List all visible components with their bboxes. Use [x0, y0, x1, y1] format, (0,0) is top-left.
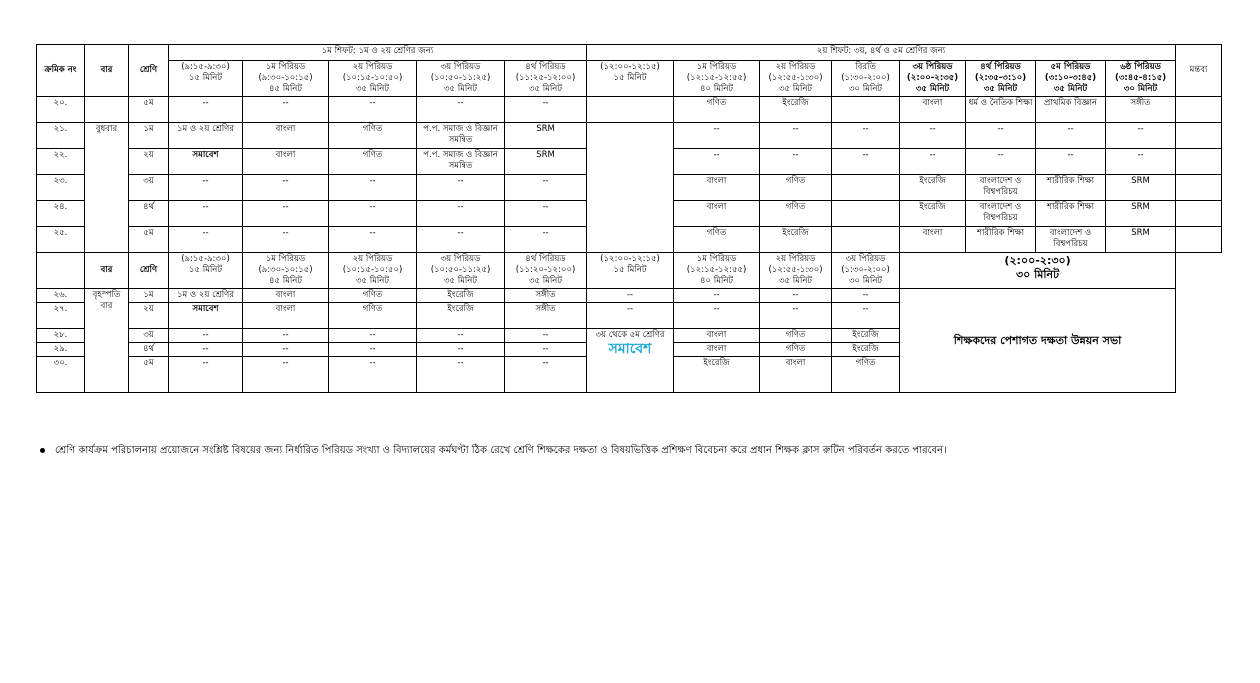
period-header: ৬ষ্ঠ পিরিয়ড (৩:৪৫-৪:১৫) ৩০ মিনিট	[1106, 61, 1176, 97]
assembly-label: সমাবেশ	[169, 303, 243, 329]
table-row: ২৭. ২য় সমাবেশ বাংলা গণিত ইংরেজি সঙ্গীত -- -- -- --	[37, 303, 1222, 329]
period-header: ১ম পিরিয়ড (৯:৩০-১০:১৫) ৪৫ মিনিট	[243, 61, 329, 97]
period-header: ৩য় পিরিয়ড (১০:৫০-১১:২৫) ৩৫ মিনিট	[417, 253, 505, 289]
period-header: ৪র্থ পিরিয়ড (১১:২৫-১২:০০) ৩৫ মিনিট	[505, 61, 587, 97]
day-cell-thursday: বৃহস্পতি বার	[85, 289, 129, 393]
table-row: ২৬. বৃহস্পতি বার ১ম ১ম ও ২য় শ্রেণির বাংলা গণিত ইংরেজি সঙ্গীত -- -- -- -- শিক্ষকদের পেশাগত দক্ষতা উন্নয়ন সভা	[37, 289, 1222, 303]
table-row: ২১. বুধবার ১ম ১ম ও ২য় শ্রেণির বাংলা গণিত প.প. সমাজ ও বিজ্ঞান সমন্বিত SRM -- -- -- -- -- -- --	[37, 123, 1222, 149]
assembly-3-5-cell: ৩য় থেকে ৫ম শ্রেণির সমাবেশ	[587, 329, 674, 393]
period-header: ৩য় পিরিয়ড (১০:৫০-১১:২৫) ৩৫ মিনিট	[417, 61, 505, 97]
class-header: শ্রেণি	[129, 253, 169, 289]
day-header: বার	[85, 45, 129, 97]
period-header: (১২:০০-১২:১৫) ১৫ মিনিট	[587, 253, 674, 289]
bullet-icon	[40, 448, 45, 453]
table-row: ২২. ২য় সমাবেশ বাংলা গণিত প.প. সমাজ ও বিজ্ঞান সমন্বিত SRM -- -- -- -- -- -- --	[37, 149, 1222, 175]
period-header: ২য় পিরিয়ড (১২:৫৫-১:৩০) ৩৫ মিনিট	[760, 253, 832, 289]
period-header: ২য় পিরিয়ড (১০:১৫-১০:৫০) ৩৫ মিনিট	[329, 61, 417, 97]
table-row: ২৫. ৫ম -- -- -- -- -- গণিত ইংরেজি বাংলা শারীরিক শিক্ষা বাংলাদেশ ও বিশ্বপরিচয় SRM	[37, 227, 1222, 253]
day-cell-wednesday: বুধবার	[85, 123, 129, 253]
period-header: ১ম পিরিয়ড (১২:১৫-১২:৫৫) ৪০ মিনিট	[674, 61, 760, 97]
tiffin-blank	[587, 123, 674, 253]
period-header: (১২:০০-১২:১৫) ১৫ মিনিট	[587, 61, 674, 97]
period-header: ২য় পিরিয়ড (১২:৫৫-১:৩০) ৩৫ মিনিট	[760, 61, 832, 97]
table-row: ২৩. ৩য় -- -- -- -- -- বাংলা গণিত ইংরেজি বাংলাদেশ ও বিশ্বপরিচয় শারীরিক শিক্ষা SRM	[37, 175, 1222, 201]
table-row: ৩০. ৫ম -- -- -- -- -- ইংরেজি বাংলা গণিত	[37, 357, 1222, 393]
period-header: ২য় পিরিয়ড (১০:১৫-১০:৫০) ৩৫ মিনিট	[329, 253, 417, 289]
break-header: বিরতি (১:৩০-২:০০) ৩০ মিনিট	[832, 61, 900, 97]
period-header: ১ম পিরিয়ড (৯:৩০-১০:১৫) ৪৫ মিনিট	[243, 253, 329, 289]
period-header: ১ম পিরিয়ড (১২:১৫-১২:৫৫) ৪০ মিনিট	[674, 253, 760, 289]
meeting-time-header: (২:০০-২:৩০) ৩০ মিনিট	[900, 253, 1176, 289]
period-header: ৫ম পিরিয়ড (৩:১০-৩:৪৫) ৩৫ মিনিট	[1036, 61, 1106, 97]
day-header: বার	[85, 253, 129, 289]
teacher-meeting-cell: শিক্ষকদের পেশাগত দক্ষতা উন্নয়ন সভা	[900, 289, 1176, 393]
table-row: ২৪. ৪র্থ -- -- -- -- -- বাংলা গণিত ইংরেজি বাংলাদেশ ও বিশ্বপরিচয় শারীরিক শিক্ষা SRM	[37, 201, 1222, 227]
period-header: ৪র্থ পিরিয়ড (২:৩৫-৩:১০) ৩৫ মিনিট	[966, 61, 1036, 97]
assembly-label: সমাবেশ	[169, 149, 243, 175]
table-row: ২৯. ৪র্থ -- -- -- -- -- বাংলা গণিত ইংরেজি	[37, 343, 1222, 357]
class-header: শ্রেণি	[129, 45, 169, 97]
class-routine-table	[36, 44, 1222, 393]
period-header: (৯:১৫-৯:৩০) ১৫ মিনিট	[169, 61, 243, 97]
footnote: শ্রেণি কার্যক্রম পরিচালনায় প্রয়োজনে সংশ্লিষ্ট বিষয়ের জন্য নির্ধারিত পিরিয়ড সংখ্যা ও বিদ্যালয়ের কর্মঘণ্টা ঠিক রেখে শ্রেণি শিক্ষকের দক্ষতা ও বিষয়ভিত্তিক প্রশিক্ষণ বিবেচনা করে প্রধান শিক্ষক ক্লাস রুটিন পরিবর্তন করতে পারবেন।	[40, 443, 947, 460]
table-row: ২৮. ৩য় -- -- -- -- -- ৩য় থেকে ৫ম শ্রেণির সমাবেশ বাংলা গণিত ইংরেজি	[37, 329, 1222, 343]
remarks-header: মন্তব্য	[1176, 45, 1222, 97]
period-header: ৩য় পিরিয়ড (১:৩০-২:০০) ৩০ মিনিট	[832, 253, 900, 289]
period-header: (৯:১৫-৯:৩০) ১৫ মিনিট	[169, 253, 243, 289]
shift2-title: ২য় শিফট: ৩য়, ৪র্থ ও ৫ম শ্রেণির জন্য	[587, 45, 1176, 61]
shift1-title: ১ম শিফট: ১ম ও ২য় শ্রেণির জন্য	[169, 45, 587, 61]
period-header: ৪র্থ পিরিয়ড (১১:২০-১২:০০) ৩৫ মিনিট	[505, 253, 587, 289]
serial-header: ক্রমিক নং	[37, 45, 85, 97]
table-row: ২০. ৫ম -- -- -- -- -- গণিত ইংরেজি বাংলা ধর্ম ও নৈতিক শিক্ষা প্রাথমিক বিজ্ঞান সঙ্গীত	[37, 97, 1222, 123]
period-header: ৩য় পিরিয়ড (২:০০-২:৩৫) ৩৫ মিনিট	[900, 61, 966, 97]
assembly-label: সমাবেশ	[608, 341, 652, 357]
